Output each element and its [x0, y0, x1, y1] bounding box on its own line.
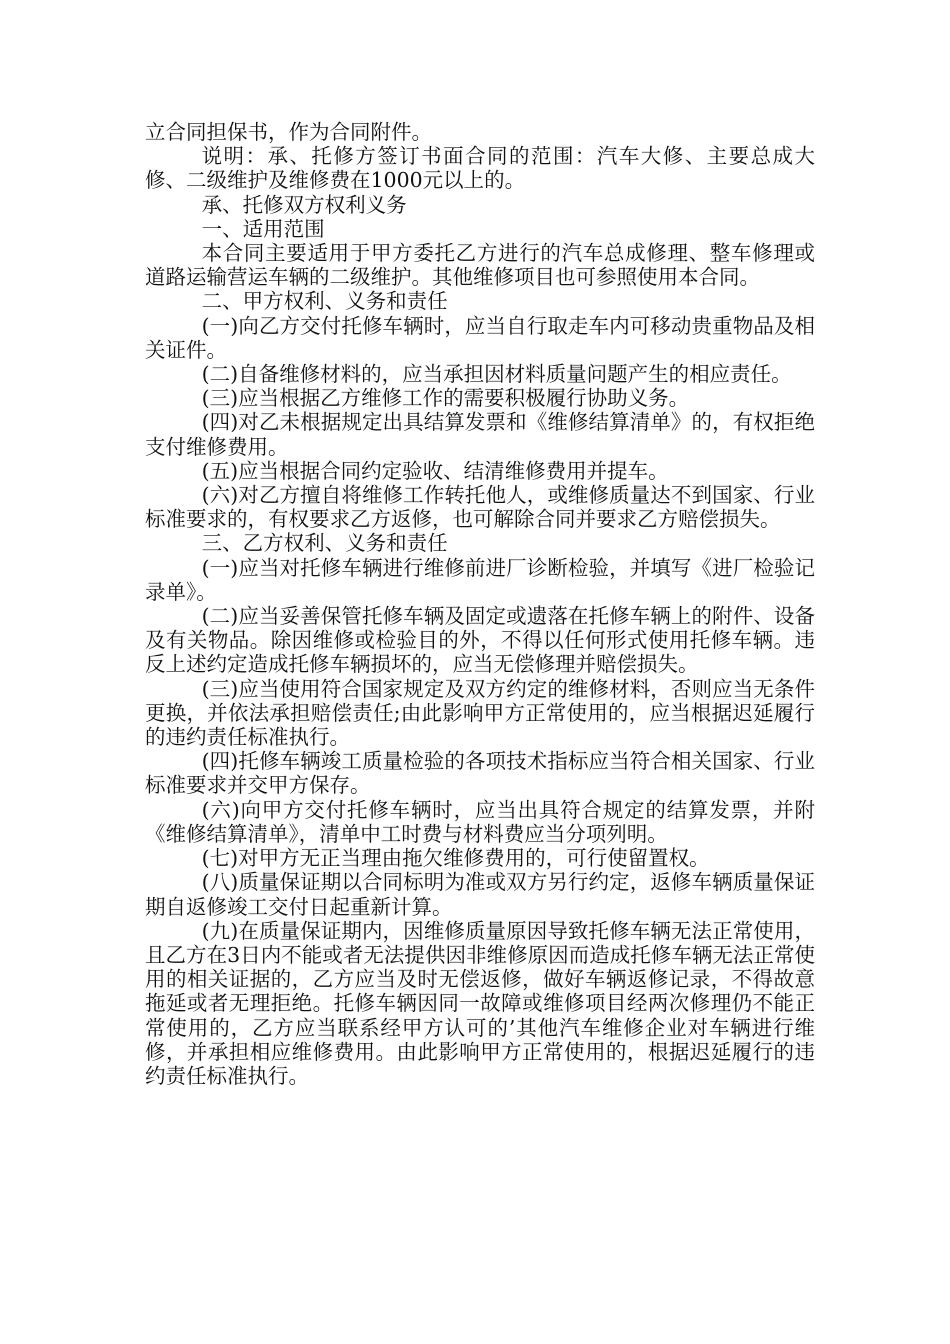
- section-heading: 承、托修双方权利义务: [201, 192, 407, 217]
- clause: (七)对甲方无正当理由拖欠维修费用的，可行使留置权。: [201, 846, 710, 871]
- clause: (四)托修车辆竣工质量检验的各项技术指标应当符合相关国家、行业标准要求并交甲方保存。: [145, 749, 815, 798]
- section-heading: 一、适用范围: [201, 216, 325, 241]
- clause: (三)应当根据乙方维修工作的需要积极履行协助义务。: [201, 386, 690, 411]
- clause: (一)应当对托修车辆进行维修前进厂诊断检验，并填写《进厂检验记录单》。: [145, 555, 815, 604]
- clause: (六)向甲方交付托修车辆时，应当出具符合规定的结算发票，并附《维修结算清单》，清单中工时费与材料费应当分项列明。: [145, 797, 815, 846]
- clause: (三)应当使用符合国家规定及双方约定的维修材料，否则应当无条件更换，并依法承担赔偿责任;由此影响甲方正常使用的，应当根据迟延履行的违约责任标准执行。: [145, 676, 815, 750]
- clause: (六)对乙方擅自将维修工作转托他人，或维修质量达不到国家、行业标准要求的，有权要求乙方返修，也可解除合同并要求乙方赔偿损失。: [145, 483, 815, 532]
- paragraph: 立合同担保书，作为合同附件。: [145, 120, 432, 144]
- section-heading: 二、甲方权利、义务和责任: [201, 289, 448, 314]
- clause: (四)对乙未根据规定出具结算发票和《维修结算清单》的，有权拒绝支付维修费用。: [145, 410, 815, 459]
- clause: (九)在质量保证期内，因维修质量原因导致托修车辆无法正常使用，且乙方在3日内不能或者无法提供因非维修原因而造成托修车辆无法正常使用的相关证据的，乙方应当及时无偿返修，做好车辆返修记录，不得故意拖延或者无理拒绝。托修车辆因同一故障或维修项目经两次修理仍不能正常使用的，乙方应当联系经甲方认可的’其他汽车维修企业对车辆进行维修，并承担相应维修费用。由此影响甲方正常使用的，根据迟延履行的违约责任标准执行。: [145, 918, 815, 1088]
- section-heading: 三、乙方权利、义务和责任: [201, 531, 448, 556]
- clause: (一)向乙方交付托修车辆时，应当自行取走车内可移动贵重物品及相关证件。: [145, 313, 815, 362]
- clause: (二)应当妥善保管托修车辆及固定或遗落在托修车辆上的附件、设备及有关物品。除因维修或检验目的外，不得以任何形式使用托修车辆。违反上述约定造成托修车辆损坏的，应当无偿修理并赔偿损失。: [145, 604, 815, 677]
- paragraph: 本合同主要适用于甲方委托乙方进行的汽车总成修理、整车修理或道路运输营运车辆的二级维护。其他维修项目也可参照使用本合同。: [145, 241, 815, 290]
- clause: (二)自备维修材料的，应当承担因材料质量问题产生的相应责任。: [201, 362, 792, 387]
- document-body: [145, 120, 815, 1088]
- clause: (五)应当根据合同约定验收、结清维修费用并提车。: [201, 458, 669, 483]
- clause: (八)质量保证期以合同标明为准或双方另行约定，返修车辆质量保证期自返修竣工交付日起重新计算。: [145, 870, 815, 919]
- paragraph: 说明：承、托修方签订书面合同的范围：汽车大修、主要总成大修、二级维护及维修费在1000元以上的。: [145, 144, 815, 193]
